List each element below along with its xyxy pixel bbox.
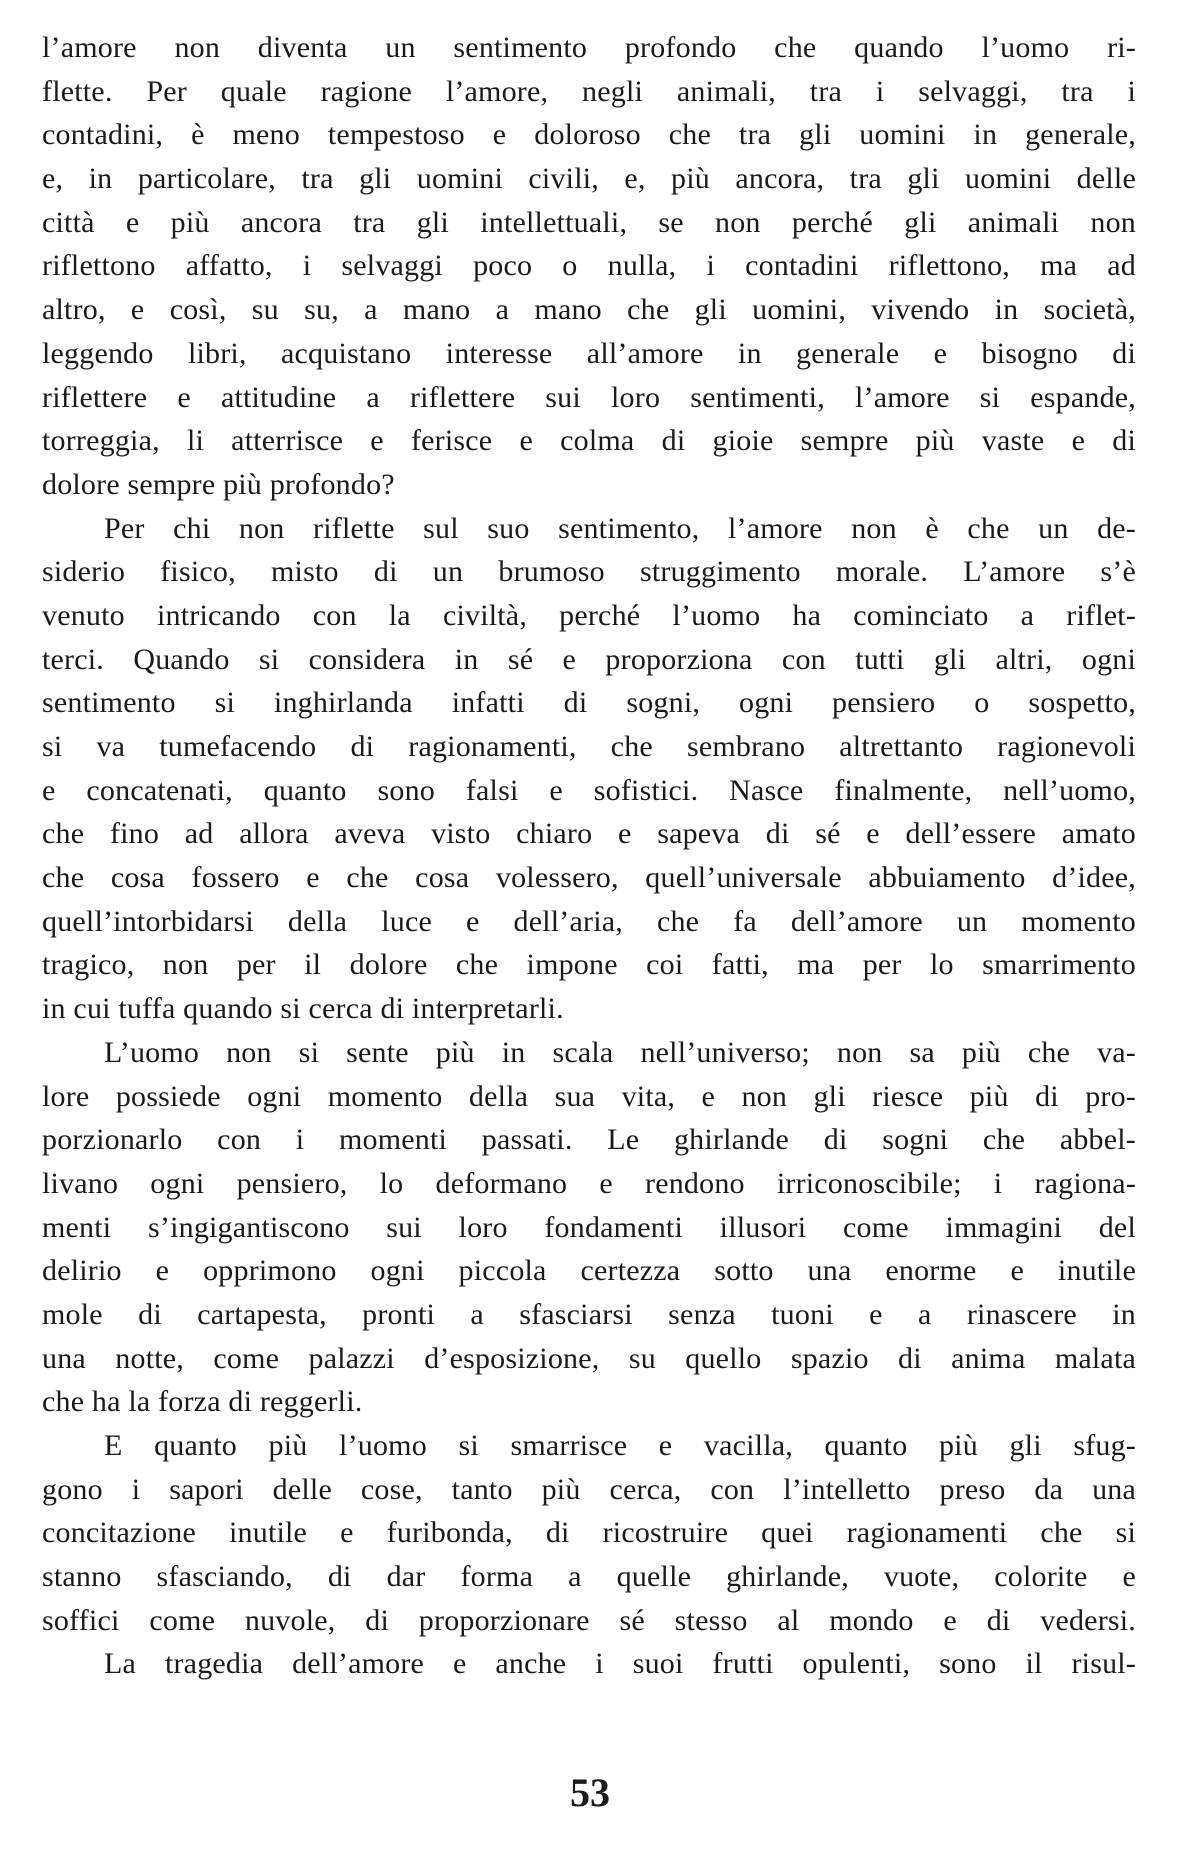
text-line: menti s’ingigantiscono sui loro fondamenti illusori come immagini del [42, 1210, 1136, 1244]
text-line: tragico, non per il dolore che impone coi fatti, ma per lo smarrimento [42, 948, 1136, 982]
paragraph-first-line: Per chi non riflette sul suo sentimento, l’amore non è che un de- [104, 511, 1136, 545]
text-line: dolore sempre più profondo? [42, 467, 395, 501]
text-line: delirio e opprimono ogni piccola certezza sotto una enorme e inutile [42, 1254, 1136, 1288]
text-line: contadini, è meno tempestoso e doloroso che tra gli uomini in generale, [42, 118, 1136, 152]
paragraph-first-line: La tragedia dell’amore e anche i suoi frutti opulenti, sono il risul- [104, 1647, 1136, 1681]
paragraph-first-line: E quanto più l’uomo si smarrisce e vacilla, quanto più gli sfug- [104, 1429, 1136, 1462]
text-line: soffici come nuvole, di proporzionare sé stesso al mondo e di vedersi. [42, 1603, 1136, 1637]
page-number: 53 [570, 1770, 610, 1815]
text-line: si va tumefacendo di ragionamenti, che sembrano altrettanto ragionevoli [42, 730, 1136, 763]
text-line: terci. Quando si considera in sé e proporziona con tutti gli altri, ogni [42, 642, 1136, 676]
text-line: leggendo libri, acquistano interesse all’amore in generale e bisogno di [42, 336, 1136, 370]
text-line: venuto intricando con la civiltà, perché l’uomo ha cominciato a riflet- [42, 598, 1136, 632]
text-line: flette. Per quale ragione l’amore, negli animali, tra i selvaggi, tra i [42, 74, 1136, 108]
text-line: altro, e così, su su, a mano a mano che gli uomini, vivendo in società, [42, 293, 1136, 327]
text-line: che fino ad allora aveva visto chiaro e sapeva di sé e dell’essere amato [42, 817, 1136, 851]
text-line: riflettere e attitudine a riflettere sui loro sentimenti, l’amore si espande, [42, 380, 1136, 414]
text-line: città e più ancora tra gli intellettuali, se non perché gli animali non [42, 205, 1136, 239]
text-line: livano ogni pensiero, lo deformano e rendono irriconoscibile; i ragiona- [42, 1166, 1136, 1200]
text-line: riflettono affatto, i selvaggi poco o nulla, i contadini riflettono, ma ad [42, 249, 1136, 283]
text-line: e, in particolare, tra gli uomini civili, e, più ancora, tra gli uomini delle [42, 162, 1136, 196]
text-line: sentimento si inghirlanda infatti di sogni, ogni pensiero o sospetto, [42, 686, 1136, 720]
text-line: torreggia, li atterrisce e ferisce e colma di gioie sempre più vaste e di [42, 424, 1136, 458]
text-line: una notte, come palazzi d’esposizione, su quello spazio di anima malata [42, 1341, 1136, 1375]
paragraph-first-line: L’uomo non si sente più in scala nell’universo; non sa più che va- [104, 1035, 1136, 1069]
text-line: mole di cartapesta, pronti a sfasciarsi senza tuoni e a rinascere in [42, 1297, 1136, 1331]
text-line: in cui tuffa quando si cerca di interpretarli. [42, 992, 564, 1026]
text-line: siderio fisico, misto di un brumoso struggimento morale. L’amore s’è [42, 555, 1136, 589]
text-line: e concatenati, quanto sono falsi e sofistici. Nasce finalmente, nell’uomo, [42, 773, 1136, 807]
text-line: che ha la forza di reggerli. [42, 1385, 363, 1419]
body-text [42, 26, 1136, 1686]
text-line: porzionarlo con i momenti passati. Le ghirlande di sogni che abbel- [42, 1123, 1136, 1157]
text-line: che cosa fossero e che cosa volessero, quell’universale abbuiamento d’idee, [42, 861, 1136, 895]
text-line: concitazione inutile e furibonda, di ricostruire quei ragionamenti che si [42, 1516, 1136, 1550]
text-line: stanno sfasciando, di dar forma a quelle ghirlande, vuote, colorite e [42, 1560, 1136, 1594]
text-line: l’amore non diventa un sentimento profondo che quando l’uomo ri- [42, 31, 1136, 64]
text-line: quell’intorbidarsi della luce e dell’aria, che fa dell’amore un momento [42, 904, 1136, 938]
text-line: lore possiede ogni momento della sua vita, e non gli riesce più di pro- [42, 1079, 1136, 1113]
text-line: gono i sapori delle cose, tanto più cerca, con l’intelletto preso da una [42, 1472, 1136, 1506]
